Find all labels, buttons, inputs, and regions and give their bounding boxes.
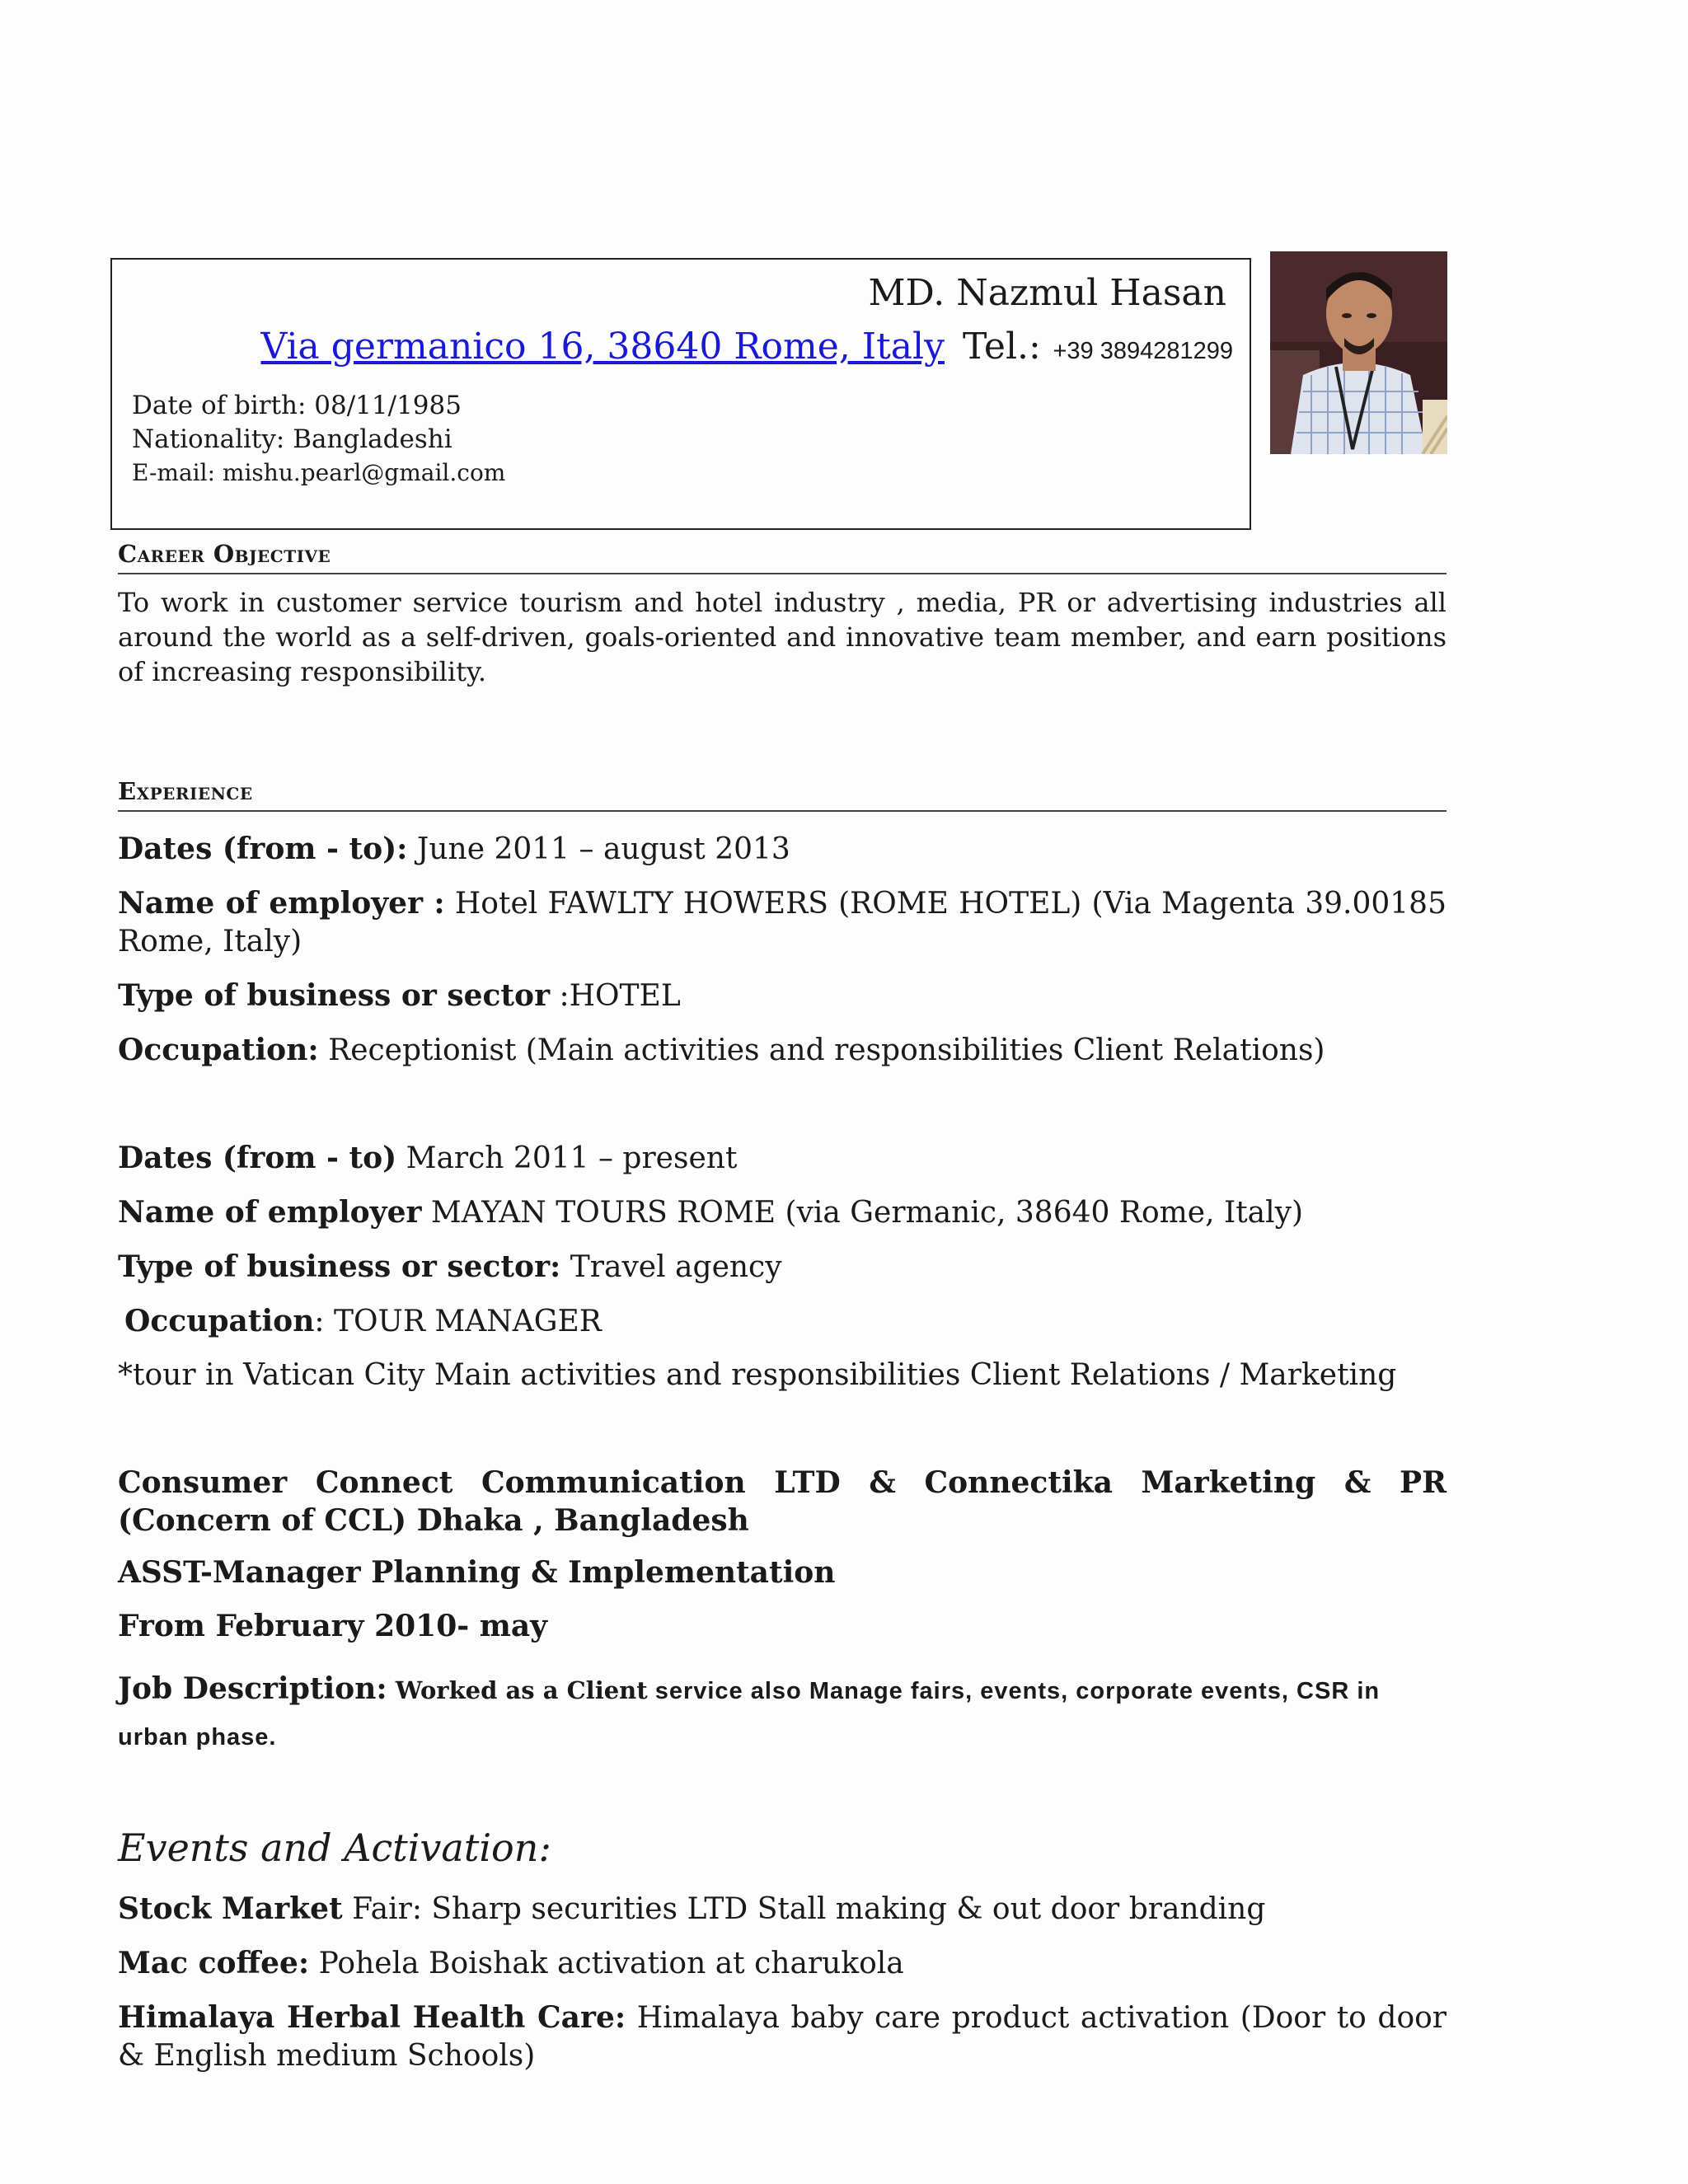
job1-dates-value: June 2011 – august 2013 <box>407 832 790 866</box>
job1-dates-label: Dates (from - to): <box>118 832 408 866</box>
event-label: Stock Market <box>118 1891 343 1926</box>
event-label: Mac coffee: <box>118 1946 310 1980</box>
job1-employer <box>118 884 1447 961</box>
address-line <box>260 323 1233 368</box>
job1-occupation <box>118 1031 1447 1070</box>
tel-value: +39 3894281299 <box>1053 338 1233 364</box>
job1-occupation-label: Occupation: <box>118 1033 319 1067</box>
job2-dates-value: March 2011 – present <box>396 1141 738 1175</box>
job1-type-label: Type of business or sector <box>118 978 551 1013</box>
job2-type-value: Travel agency <box>560 1250 782 1284</box>
job2-dates <box>118 1139 1447 1178</box>
job2-employer-label: Name of employer <box>118 1195 422 1230</box>
job3-desc-serif: Worked as a Client <box>387 1676 648 1704</box>
job3-period: From February 2010- may <box>118 1609 548 1643</box>
job3-company: Consumer Connect Communication LTD & Connectika Marketing & PR (Concern of CCL) Dhaka , Bangladesh <box>118 1465 1447 1538</box>
job2-occupation <box>124 1302 1453 1341</box>
event-value: Fair: Sharp securities LTD Stall making & out door branding <box>342 1892 1266 1926</box>
job2-note: *tour in Vatican City Main activities and responsibilities Client Relations / Marketing <box>118 1358 1397 1392</box>
job1-employer-label: Name of employer : <box>118 886 445 921</box>
tel-label: Tel.: <box>962 326 1041 368</box>
job2-employer <box>118 1193 1447 1232</box>
job3-desc-label: Job Description: <box>118 1671 387 1706</box>
event-item <box>118 1944 1447 1983</box>
event-value: Himalaya baby care product activation (Door to door & English medium Schools) <box>118 2001 1447 2073</box>
job1-type <box>118 977 1447 1015</box>
address-link[interactable]: Via germanico 16, 38640 Rome, Italy <box>260 326 945 368</box>
email: E-mail: mishu.pearl@gmail.com <box>132 459 506 486</box>
job2-type <box>118 1248 1447 1286</box>
candidate-name: MD. Nazmul Hasan <box>868 272 1226 314</box>
career-objective-text: To work in customer service tourism and hotel industry , media, PR or advertising industries all around the world as a self-driven, goals-oriented and innovative team member, and earn positions of increasing responsibility. <box>118 587 1447 687</box>
job1-dates <box>118 830 1447 869</box>
job1-employer-value: Hotel FAWLTY HOWERS (ROME HOTEL) (Via Magenta 39.00185 Rome, Italy) <box>118 887 1447 958</box>
job2-occupation-value: : TOUR MANAGER <box>314 1305 602 1338</box>
nationality: Nationality: Bangladeshi <box>132 424 452 454</box>
event-item <box>118 1999 1447 2075</box>
career-objective-heading: Career Objective <box>118 540 1447 574</box>
job2-type-label: Type of business or sector: <box>118 1249 561 1284</box>
event-item <box>118 1890 1447 1929</box>
event-label: Himalaya Herbal Health Care: <box>118 2000 626 2035</box>
experience-heading: Experience <box>118 777 1447 812</box>
job2-employer-value: MAYAN TOURS ROME (via Germanic, 38640 Rome, Italy) <box>421 1196 1304 1230</box>
profile-photo <box>1270 251 1447 454</box>
events-title: Events and Activation: <box>118 1825 551 1870</box>
event-value: Pohela Boishak activation at charukola <box>309 1947 904 1980</box>
job3-description <box>118 1666 1447 1760</box>
job3-desc-sans: service also Manage fairs, events, corporate events, CSR in urban phase. <box>118 1678 1381 1750</box>
job1-type-value: :HOTEL <box>550 979 681 1013</box>
date-of-birth: Date of birth: 08/11/1985 <box>132 391 462 420</box>
job1-occupation-value: Receptionist (Main activities and responsibilities Client Relations) <box>318 1033 1325 1067</box>
job2-dates-label: Dates (from - to) <box>118 1141 397 1175</box>
job3-title: ASST-Manager Planning & Implementation <box>118 1555 836 1590</box>
job2-occupation-label: Occupation <box>124 1304 315 1338</box>
